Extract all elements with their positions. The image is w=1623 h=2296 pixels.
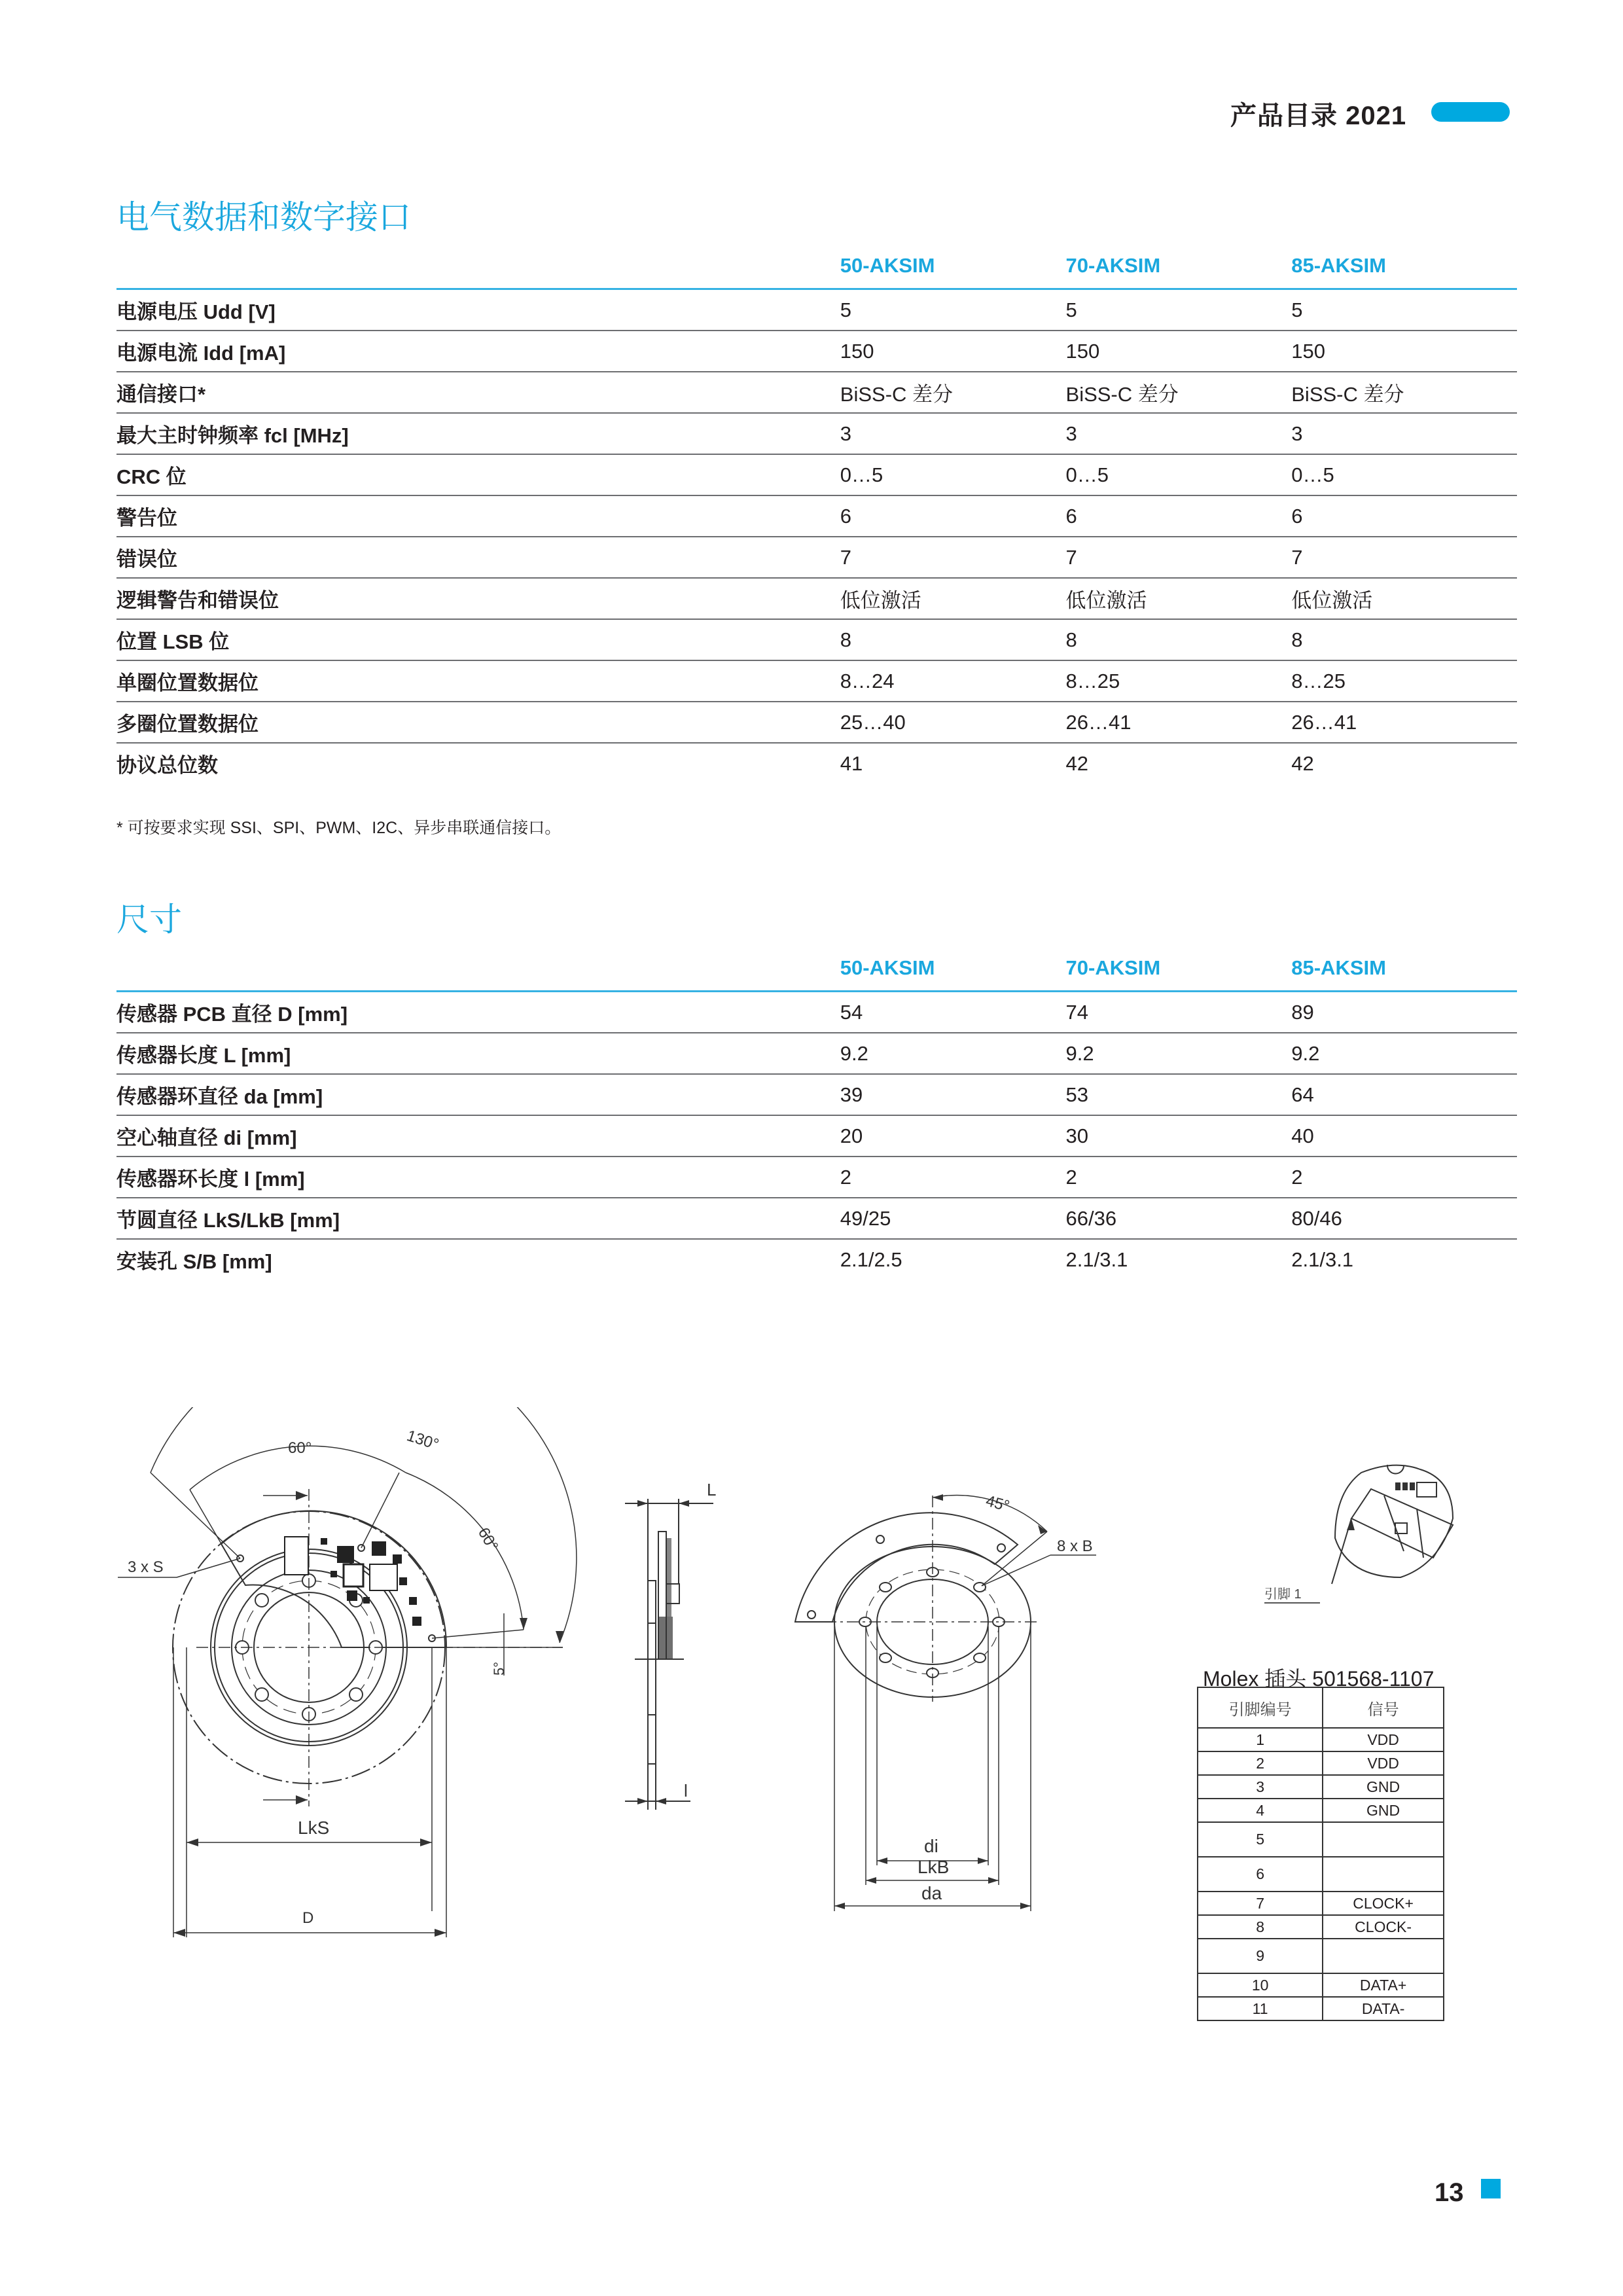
pin-signal: GND <box>1323 1775 1444 1799</box>
footnote: * 可按要求实现 SSI、SPI、PWM、I2C、异步串联通信接口。 <box>116 819 562 837</box>
header-blank <box>116 946 840 992</box>
row-label: 警告位 <box>116 495 840 537</box>
d-label: D <box>302 1909 314 1927</box>
row-label: CRC 位 <box>116 454 840 495</box>
page-number: 13 <box>1435 2178 1464 2207</box>
pin-number: 7 <box>1198 1892 1323 1915</box>
row-label: 逻辑警告和错误位 <box>116 578 840 619</box>
cell-value: 150 <box>840 331 1066 372</box>
cell-value: 9.2 <box>1066 1033 1292 1074</box>
di-label: di <box>924 1836 938 1856</box>
cell-value: 25…40 <box>840 702 1066 743</box>
table-row <box>116 1074 1517 1115</box>
angle-130-label: 130° <box>404 1427 441 1454</box>
pin-number: 3 <box>1198 1775 1323 1799</box>
pin-row <box>1198 1892 1444 1915</box>
row-label: 传感器环直径 da [mm] <box>116 1074 840 1115</box>
column-header: 85-AKSIM <box>1291 243 1517 289</box>
angle-130-arc <box>151 1407 577 1643</box>
cell-value: 7 <box>1066 537 1292 578</box>
l-label: l <box>684 1781 688 1801</box>
cell-value: 42 <box>1291 751 1314 775</box>
cell-value: 6 <box>1066 495 1292 537</box>
pin-row <box>1198 1997 1444 2020</box>
pin-signal: VDD <box>1323 1728 1444 1751</box>
cell-value: 0…5 <box>1291 454 1517 495</box>
table-row <box>116 372 1517 413</box>
cell-value: 2.1/3.1 <box>1291 1247 1354 1271</box>
dimensions-table <box>116 946 1517 1280</box>
row-label: 传感器长度 L [mm] <box>116 1033 840 1074</box>
holes-b-label: 8 x B <box>1057 1537 1093 1555</box>
pin-number-header: 引脚编号 <box>1198 1687 1323 1728</box>
column-header: 50-AKSIM <box>840 243 1066 289</box>
cell-value: 5 <box>1291 289 1517 331</box>
cell-value: 9.2 <box>840 1033 1066 1074</box>
column-header: 70-AKSIM <box>1066 946 1292 992</box>
row-label: 通信接口* <box>116 372 840 413</box>
sensor-ring-drawing <box>779 1466 1106 1918</box>
cell-value: 6 <box>840 495 1066 537</box>
pin-row <box>1198 1728 1444 1751</box>
electrical-header-row <box>116 243 1517 289</box>
row-label: 单圈位置数据位 <box>116 660 840 702</box>
cell-value: 8 <box>1066 619 1292 660</box>
pin-row <box>1198 1915 1444 1939</box>
cell-value: 低位激活 <box>1066 578 1292 619</box>
cell-value: 30 <box>1066 1115 1292 1157</box>
cell-value: 0…5 <box>1066 454 1292 495</box>
table-row <box>116 1239 1517 1280</box>
cell-value: 8…24 <box>840 660 1066 702</box>
cell-value: 5 <box>1066 289 1292 331</box>
table-row <box>116 1157 1517 1198</box>
row-label: 节圆直径 LkS/LkB [mm] <box>116 1198 840 1239</box>
table-row <box>116 537 1517 578</box>
da-label: da <box>921 1883 942 1903</box>
cell-value: BiSS-C 差分 <box>1066 372 1292 413</box>
row-label: 传感器 PCB 直径 D [mm] <box>116 992 840 1033</box>
molex-pin-table <box>1197 1687 1444 2021</box>
cell-value: 8 <box>1291 619 1517 660</box>
cell-value: 8…25 <box>1291 660 1517 702</box>
side-section-drawing <box>615 1479 720 1820</box>
table-row <box>116 1198 1517 1239</box>
dimensions-section-title: 尺寸 <box>116 901 182 938</box>
cell-value: 3 <box>1291 413 1517 454</box>
angle-45-label: 45° <box>984 1492 1012 1516</box>
cell-value: 低位激活 <box>840 578 1066 619</box>
cell-value: 49/25 <box>840 1198 1066 1239</box>
pin-row <box>1198 1973 1444 1997</box>
table-row <box>116 660 1517 702</box>
pin-number: 6 <box>1198 1857 1323 1892</box>
pin-row <box>1198 1822 1444 1857</box>
pin-signal: DATA+ <box>1323 1973 1444 1997</box>
pin-number: 8 <box>1198 1915 1323 1939</box>
cell-value: 40 <box>1291 1115 1517 1157</box>
cell-value: 8…25 <box>1066 660 1292 702</box>
cell-value: 89 <box>1291 992 1517 1033</box>
electrical-section-title: 电气数据和数字接口 <box>116 199 411 236</box>
pin-number: 1 <box>1198 1728 1323 1751</box>
pin-row <box>1198 1799 1444 1822</box>
cell-value: 64 <box>1291 1074 1517 1115</box>
sensor-pcb-drawing <box>111 1407 582 1944</box>
pin-header-row <box>1198 1687 1444 1728</box>
holes-s-label: 3 x S <box>128 1558 164 1576</box>
cell-value: 2.1/3.1 <box>1065 1247 1128 1271</box>
cell-value: BiSS-C 差分 <box>840 372 1066 413</box>
table-row <box>116 992 1517 1033</box>
table-row <box>116 702 1517 743</box>
column-header: 50-AKSIM <box>840 946 1066 992</box>
row-label: 空心轴直径 di [mm] <box>116 1115 840 1157</box>
angle-60-label-a: 60° <box>288 1439 312 1457</box>
cell-value: 6 <box>1291 495 1517 537</box>
row-label: 传感器环长度 l [mm] <box>116 1157 840 1198</box>
row-label: 多圈位置数据位 <box>116 702 840 743</box>
cell-value: 低位激活 <box>1291 578 1517 619</box>
pin-row <box>1198 1857 1444 1892</box>
page-number-accent <box>1481 2179 1501 2198</box>
pin-number: 5 <box>1198 1822 1323 1857</box>
table-row <box>116 454 1517 495</box>
molex-connector-title: Molex 插头 501568-1107 <box>1203 1667 1435 1691</box>
pin-signal: DATA- <box>1323 1997 1444 2020</box>
table-row <box>116 743 1517 783</box>
cell-value: 80/46 <box>1291 1198 1517 1239</box>
cell-value: 2 <box>840 1157 1066 1198</box>
pin-signal: CLOCK- <box>1323 1915 1444 1939</box>
table-row <box>116 1033 1517 1074</box>
table-row <box>116 289 1517 331</box>
row-label: 电源电压 Udd [V] <box>116 289 840 331</box>
header-accent-bar <box>1431 102 1510 122</box>
row-label: 协议总位数 <box>116 754 218 777</box>
angle-60-label-b: 60° <box>474 1524 502 1554</box>
cell-value: 2 <box>1066 1157 1292 1198</box>
column-header: 70-AKSIM <box>1066 243 1292 289</box>
cell-value: 3 <box>1066 413 1292 454</box>
table-row <box>116 578 1517 619</box>
table-row <box>116 331 1517 372</box>
table-row <box>116 619 1517 660</box>
pin-signal: VDD <box>1323 1751 1444 1775</box>
column-header: 85-AKSIM <box>1291 946 1517 992</box>
table-row <box>116 495 1517 537</box>
cell-value: 7 <box>1291 537 1517 578</box>
pin-row <box>1198 1775 1444 1799</box>
pin-number: 11 <box>1198 1997 1323 2020</box>
row-label: 最大主时钟频率 fcl [MHz] <box>116 413 840 454</box>
cell-value: 150 <box>1066 331 1292 372</box>
cell-value: 9.2 <box>1291 1033 1517 1074</box>
pin-number: 4 <box>1198 1799 1323 1822</box>
row-label: 位置 LSB 位 <box>116 619 840 660</box>
pin-signal <box>1323 1939 1444 1973</box>
pin-number: 9 <box>1198 1939 1323 1973</box>
cell-value: 53 <box>1066 1074 1292 1115</box>
pcb-board <box>221 1511 446 1647</box>
cell-value: 42 <box>1065 751 1088 775</box>
cell-value: 54 <box>840 992 1066 1033</box>
electrical-table <box>116 243 1517 783</box>
signal-header: 信号 <box>1323 1687 1444 1728</box>
lkb-label: LkB <box>918 1857 950 1877</box>
cell-value: 2.1/2.5 <box>840 1247 902 1271</box>
cell-value: 150 <box>1291 331 1517 372</box>
cell-value: 0…5 <box>840 454 1066 495</box>
pin-signal: CLOCK+ <box>1323 1892 1444 1915</box>
cell-value: 74 <box>1066 992 1292 1033</box>
angle-60-arc-b <box>406 1473 524 1630</box>
cell-value: 2 <box>1291 1157 1517 1198</box>
pin-signal <box>1323 1857 1444 1892</box>
cell-value: 39 <box>840 1074 1066 1115</box>
pin1-label: 引脚 1 <box>1264 1583 1320 1604</box>
cell-value: 8 <box>840 619 1066 660</box>
pin-row <box>1198 1751 1444 1775</box>
cell-value: 3 <box>840 413 1066 454</box>
dimensions-header-row <box>116 946 1517 992</box>
pin-number: 10 <box>1198 1973 1323 1997</box>
cell-value: 20 <box>840 1115 1066 1157</box>
cell-value: 66/36 <box>1066 1198 1292 1239</box>
L-label: L <box>707 1480 717 1499</box>
angle-5-label: 5° <box>491 1661 507 1676</box>
catalog-header-title: 产品目录 2021 <box>1230 101 1407 130</box>
pin-number: 2 <box>1198 1751 1323 1775</box>
table-row <box>116 413 1517 454</box>
pin-signal <box>1323 1822 1444 1857</box>
cell-value: 26…41 <box>1066 702 1292 743</box>
row-label: 错误位 <box>116 537 840 578</box>
pin-row <box>1198 1939 1444 1973</box>
connector-location-drawing <box>1322 1453 1472 1590</box>
table-row <box>116 1115 1517 1157</box>
cell-value: 5 <box>840 289 1066 331</box>
cell-value: 26…41 <box>1291 702 1517 743</box>
header-blank <box>116 243 840 289</box>
cell-value: 41 <box>840 751 863 775</box>
cell-value: BiSS-C 差分 <box>1291 372 1517 413</box>
pin-signal: GND <box>1323 1799 1444 1822</box>
row-label: 安装孔 S/B [mm] <box>116 1250 272 1273</box>
row-label: 电源电流 Idd [mA] <box>116 331 840 372</box>
lks-label: LkS <box>298 1818 330 1838</box>
cell-value: 7 <box>840 537 1066 578</box>
